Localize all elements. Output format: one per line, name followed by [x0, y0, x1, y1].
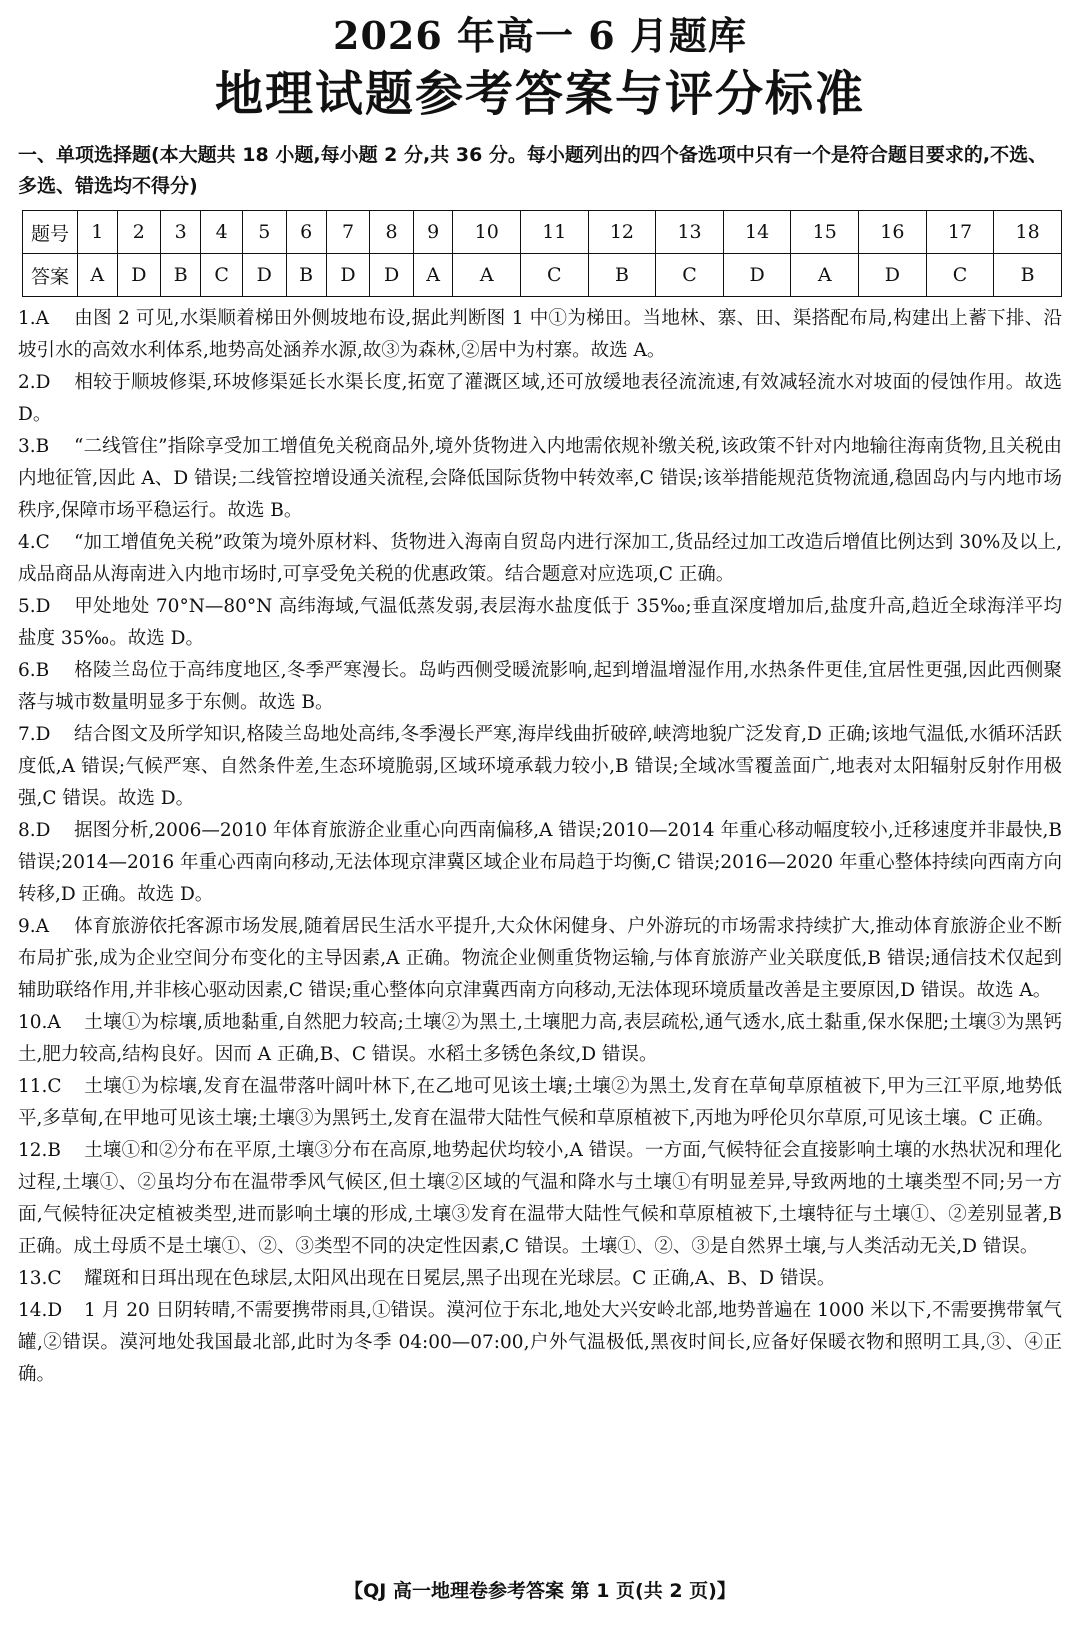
question-number-cell: 2: [117, 211, 161, 254]
explanation-text: 格陵兰岛位于高纬度地区,冬季严寒漫长。岛屿西侧受暖流影响,起到增温增湿作用,水热条件更佳,宜居性更强,因此西侧聚落与城市数量明显多于东侧。故选 B。: [18, 660, 1062, 713]
explanation-item: [18, 367, 1062, 431]
answer-cell: D: [859, 254, 927, 297]
explanation-item: [18, 527, 1062, 591]
explanation-item: [18, 1135, 1062, 1263]
answer-cell: B: [994, 254, 1062, 297]
explanation-number: 6.B: [18, 660, 50, 681]
explanation-number: 2.D: [18, 372, 51, 393]
explanation-text: 土壤①为棕壤,发育在温带落叶阔叶林下,在乙地可见该土壤;土壤②为黑土,发育在草甸草原植被下,甲为三江平原,地势低平,多草甸,在甲地可见该土壤;土壤③为黑钙土,发育在温带大陆性气候和草原植被下,丙地为呼伦贝尔草原,可见该土壤。C 正确。: [18, 1076, 1062, 1129]
answer-cell: D: [370, 254, 414, 297]
answer-cell: B: [161, 254, 201, 297]
explanation-text: “加工增值免关税”政策为境外原材料、货物进入海南自贸岛内进行深加工,货品经过加工改造后增值比例达到 30%及以上,成品商品从海南进入内地市场时,可享受免关税的优惠政策。结合题意对应选项,C 正确。: [18, 532, 1062, 585]
question-number-cell: 8: [370, 211, 414, 254]
answer-row: [23, 254, 1062, 297]
explanation-number: 12.B: [18, 1140, 62, 1161]
answer-cell: A: [78, 254, 118, 297]
question-number-cell: 12: [588, 211, 656, 254]
explanation-text: 由图 2 可见,水渠顺着梯田外侧坡地布设,据此判断图 1 中①为梯田。当地林、寨、田、渠搭配布局,构建出上蓄下排、沿坡引水的高效水利体系,地势高处涵养水源,故③为森林,②居中为村寨。故选 A。: [18, 308, 1062, 361]
question-number-cell: 9: [413, 211, 453, 254]
section-heading: 一、单项选择题(本大题共 18 小题,每小题 2 分,共 36 分。每小题列出的四个备选项中只有一个是符合题目要求的,不选、多选、错选均不得分): [18, 144, 1048, 197]
explanation-item: [18, 911, 1062, 1007]
explanation-item: [18, 303, 1062, 367]
explanation-text: 1 月 20 日阴转晴,不需要携带雨具,①错误。漠河位于东北,地处大兴安岭北部,地势普遍在 1000 米以下,不需要携带氧气罐,②错误。漠河地处我国最北部,此时为冬季 04:00—07:00,户外气温极低,黑夜时间长,应备好保暖衣物和照明工具,③、④正确。: [18, 1300, 1062, 1385]
explanation-number: 10.A: [18, 1012, 61, 1033]
question-number-cell: 18: [994, 211, 1062, 254]
explanation-number: 9.A: [18, 916, 50, 937]
explanation-item: [18, 655, 1062, 719]
explanation-number: 1.A: [18, 308, 50, 329]
explanation-text: 结合图文及所学知识,格陵兰岛地处高纬,冬季漫长严寒,海岸线曲折破碎,峡湾地貌广泛发育,D 正确;该地气温低,水循环活跃度低,A 错误;气候严寒、自然条件差,生态环境脆弱,区域环境承载力较小,B 错误;全域冰雪覆盖面广,地表对太阳辐射反射作用极强,C 错误。故选 D。: [18, 724, 1062, 809]
question-number-cell: 10: [453, 211, 521, 254]
question-number-cell: 5: [243, 211, 287, 254]
page-footer: 【QJ 高一地理卷参考答案 第 1 页(共 2 页)】: [344, 1580, 736, 1602]
question-number-cell: 17: [926, 211, 994, 254]
document-title: 地理试题参考答案与评分标准: [214, 66, 865, 122]
explanation-number: 14.D: [18, 1300, 63, 1321]
explanation-number: 3.B: [18, 436, 50, 457]
explanation-text: 土壤①为棕壤,质地黏重,自然肥力较高;土壤②为黑土,土壤肥力高,表层疏松,通气透水,底土黏重,保水保肥;土壤③为黑钙土,肥力较高,结构良好。因而 A 正确,B、C 错误。水稻土多锈色条纹,D 错误。: [18, 1012, 1062, 1065]
explanation-text: 据图分析,2006—2010 年体育旅游企业重心向西南偏移,A 错误;2010—2014 年重心移动幅度较小,迁移速度并非最快,B 错误;2014—2016 年重心西南向移动,无法体现京津冀区域企业布局趋于均衡,C 错误;2016—2020 年重心整体持续向西南方向转移,D 正确。故选 D。: [18, 820, 1062, 905]
question-number-cell: 3: [161, 211, 201, 254]
explanation-item: [18, 719, 1062, 815]
exam-title: 2026 年高一 6 月题库: [333, 13, 747, 58]
row-label-number: 题号: [23, 211, 78, 254]
question-number-cell: 7: [326, 211, 370, 254]
explanation-text: “二线管住”指除享受加工增值免关税商品外,境外货物进入内地需依规补缴关税,该政策不针对内地输往海南货物,且关税由内地征管,因此 A、D 错误;二线管控增设通关流程,会降低国际货物中转效率,C 错误;该举措能规范货物流通,稳固岛内与内地市场秩序,保障市场平稳运行。故选 B。: [18, 436, 1062, 521]
explanation-number: 11.C: [18, 1076, 62, 1097]
question-number-cell: 1: [78, 211, 118, 254]
answer-cell: B: [286, 254, 326, 297]
explanation-item: [18, 815, 1062, 911]
question-number-cell: 11: [521, 211, 589, 254]
answer-cell: D: [723, 254, 791, 297]
question-number-cell: 15: [791, 211, 859, 254]
explanation-number: 13.C: [18, 1268, 62, 1289]
answer-table: [22, 210, 1062, 297]
answer-cell: C: [656, 254, 724, 297]
question-number-cell: 4: [201, 211, 243, 254]
explanation-text: 土壤①和②分布在平原,土壤③分布在高原,地势起伏均较小,A 错误。一方面,气候特征会直接影响土壤的水热状况和理化过程,土壤①、②虽均分布在温带季风气候区,但土壤②区域的气温和降水与土壤①有明显差异,导致两地的土壤类型不同;另一方面,气候特征决定植被类型,进而影响土壤的形成,土壤③发育在温带大陆性气候和草原植被下,土壤特征与土壤①、②差别显著,B 正确。成土母质不是土壤①、②、③类型不同的决定性因素,C 错误。土壤①、②、③是自然界土壤,与人类活动无关,D 错误。: [18, 1140, 1062, 1257]
explanation-item: [18, 591, 1062, 655]
answer-cell: A: [791, 254, 859, 297]
question-number-cell: 14: [723, 211, 791, 254]
answer-cell: A: [413, 254, 453, 297]
explanation-item: [18, 431, 1062, 527]
explanation-number: 5.D: [18, 596, 51, 617]
explanation-item: [18, 1295, 1062, 1391]
answer-cell: B: [588, 254, 656, 297]
explanation-text: 耀斑和日珥出现在色球层,太阳风出现在日冕层,黑子出现在光球层。C 正确,A、B、D 错误。: [84, 1268, 836, 1289]
question-number-cell: 16: [859, 211, 927, 254]
answer-cell: C: [201, 254, 243, 297]
explanation-number: 7.D: [18, 724, 51, 745]
explanation-number: 4.C: [18, 532, 50, 553]
explanation-item: [18, 1007, 1062, 1071]
answer-cell: D: [243, 254, 287, 297]
answer-cell: D: [117, 254, 161, 297]
answer-cell: C: [926, 254, 994, 297]
question-number-row: [23, 211, 1062, 254]
explanation-text: 甲处地处 70°N—80°N 高纬海域,气温低蒸发弱,表层海水盐度低于 35‰;垂直深度增加后,盐度升高,趋近全球海洋平均盐度 35‰。故选 D。: [18, 596, 1062, 649]
explanation-number: 8.D: [18, 820, 51, 841]
answer-cell: D: [326, 254, 370, 297]
explanation-text: 相较于顺坡修渠,环坡修渠延长水渠长度,拓宽了灌溉区域,还可放缓地表径流流速,有效减轻流水对坡面的侵蚀作用。故选 D。: [18, 372, 1062, 425]
answer-cell: C: [521, 254, 589, 297]
question-number-cell: 6: [286, 211, 326, 254]
question-number-cell: 13: [656, 211, 724, 254]
explanation-item: [18, 1263, 1062, 1295]
answer-cell: A: [453, 254, 521, 297]
explanations-list: [18, 303, 1062, 1391]
explanation-text: 体育旅游依托客源市场发展,随着居民生活水平提升,大众休闲健身、户外游玩的市场需求持续扩大,推动体育旅游企业不断布局扩张,成为企业空间分布变化的主导因素,A 正确。物流企业侧重货物运输,与体育旅游产业关联度低,B 错误;通信技术仅起到辅助联络作用,并非核心驱动因素,C 错误;重心整体向京津冀西南方向移动,无法体现环境质量改善是主要原因,D 错误。故选 A。: [18, 916, 1062, 1001]
explanation-item: [18, 1071, 1062, 1135]
row-label-answer: 答案: [23, 254, 78, 297]
